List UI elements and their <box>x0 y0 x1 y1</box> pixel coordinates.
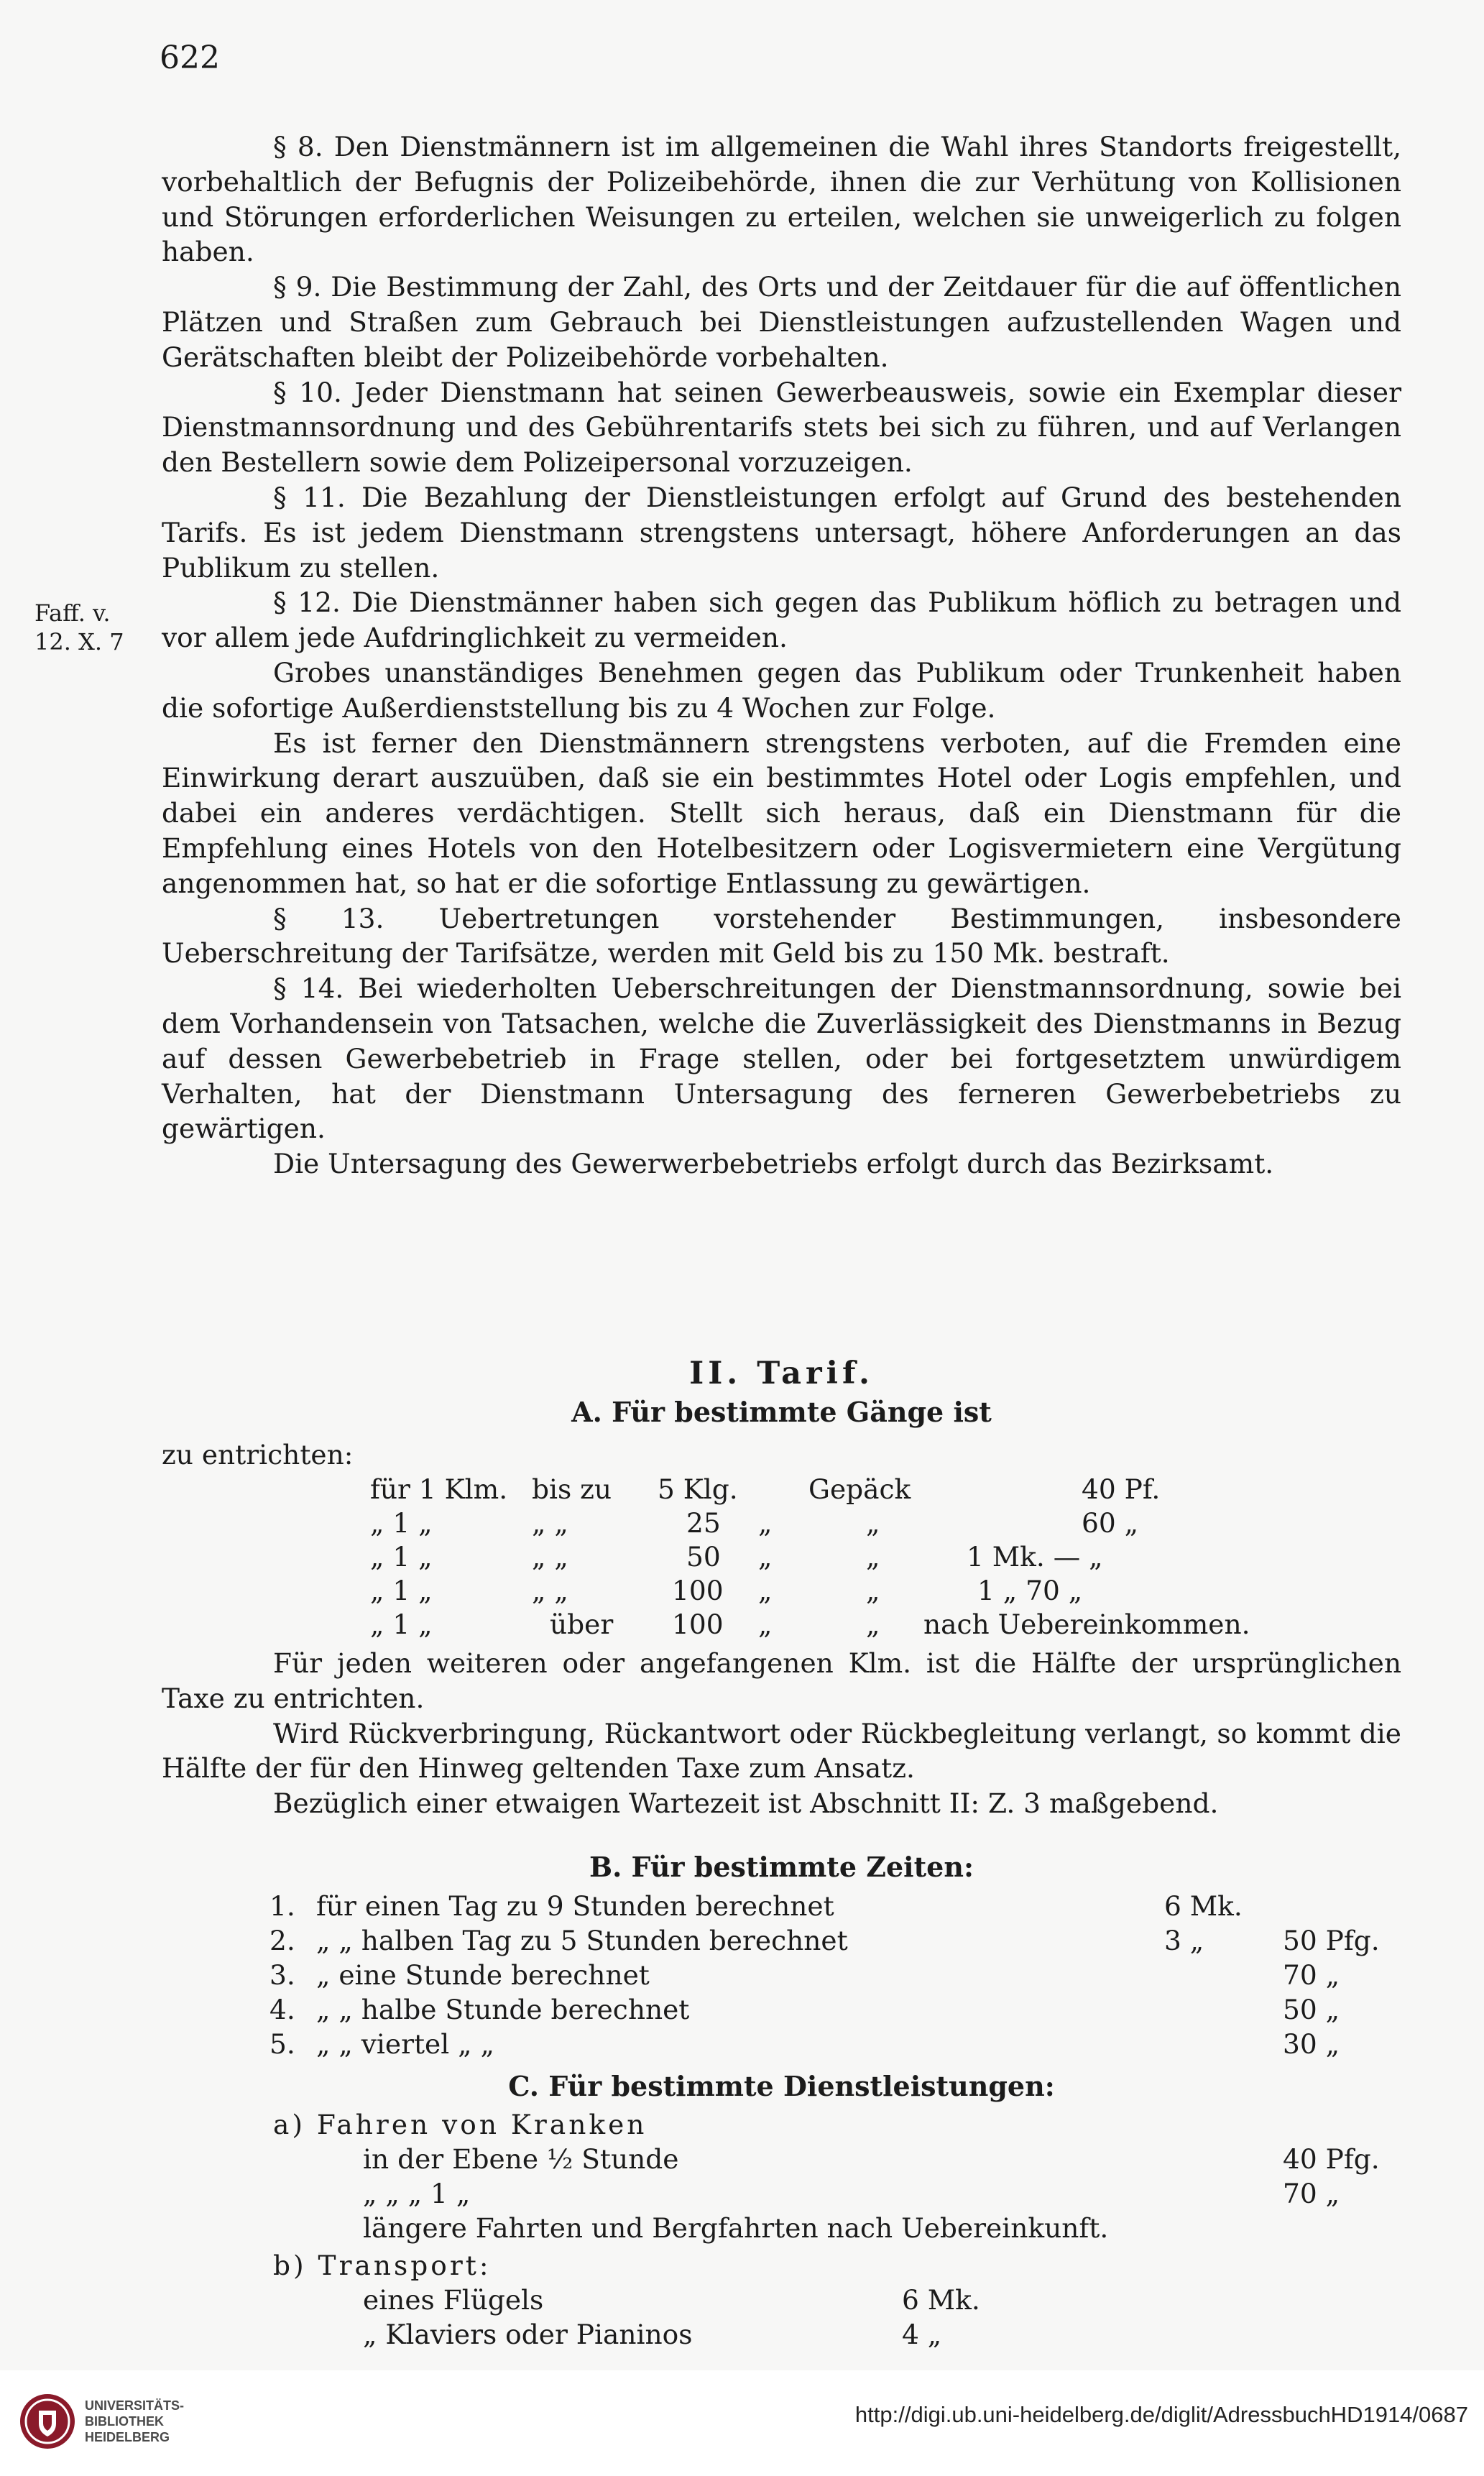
library-name: UNIVERSITÄTS- BIBLIOTHEK HEIDELBERG <box>85 2398 185 2444</box>
section-b-heading: B. Für bestimmte Zeiten: <box>589 1851 974 1883</box>
note-paragraph: Wird Rückverbringung, Rückantwort oder Rückbegleitung verlangt, so kommt die Hälfte der für den Hinweg geltenden Taxe zum Ansatz. <box>162 1717 1401 1785</box>
section-c-b-label: b) Transport: <box>273 2250 492 2281</box>
paragraph-8: § 8. Den Dienstmännern ist im allgemeinen die Wahl ihres Standorts freigestellt, vorbehaltlich der Befugnis der Polizeibehörde, ihnen die zur Verhütung von Kollisionen und Störungen erforderlichen Weisungen zu erteilen, welchen sie unweigerlich zu folgen haben. <box>162 131 1401 268</box>
tarif-heading: II. Tarif. <box>689 1356 874 1391</box>
section-a-lead: zu entrichten: <box>162 1439 354 1471</box>
paragraph-12: § 12. Die Dienstmänner haben sich gegen das Publikum höflich zu betragen und vor allem jede Aufdringlichkeit zu vermeiden. <box>162 586 1401 654</box>
paragraph-11: § 11. Die Bezahlung der Dienstleistungen erfolgt auf Grund des bestehenden Tarifs. Es ist jedem Dienstmann strengstens untersagt, höhere Anforderungen an das Publikum zu stellen. <box>162 481 1401 584</box>
section-c-a-label: a) Fahren von Kranken <box>273 2109 647 2140</box>
section-a-heading: A. Für bestimmte Gänge ist <box>571 1396 992 1428</box>
note-paragraph: Bezüglich einer etwaigen Wartezeit ist Abschnitt II: Z. 3 maßgebend. <box>273 1787 1219 1820</box>
section-a-notes <box>162 1646 1401 1821</box>
footer-bar <box>0 2370 1484 2476</box>
paragraph-12-conduct: Grobes unanständiges Benehmen gegen das Publikum oder Trunkenheit haben die sofortige Außerdienststellung bis zu 4 Wochen zur Folge. <box>162 656 1401 724</box>
margin-note <box>34 599 124 656</box>
paragraph-14-authority: Die Untersagung des Gewerwerbebetriebs erfolgt durch das Bezirksamt. <box>273 1148 1274 1180</box>
paragraph-9: § 9. Die Bestimmung der Zahl, des Orts und der Zeitdauer für die auf öffentlichen Plätzen und Straßen zum Gebrauch bei Dienstleistungen aufzustellenden Wagen und Gerätschaften bleibt der Polizeibehörde vorbehalten. <box>162 271 1401 373</box>
paragraph-10: § 10. Jeder Dienstmann hat seinen Gewerbeausweis, sowie ein Exemplar dieser Dienstmannsordnung und des Gebührentarifs stets bei sich zu führen, und auf Verlangen den Bestellern sowie dem Polizeipersonal vorzuzeigen. <box>162 376 1401 479</box>
paragraph-14: § 14. Bei wiederholten Ueberschreitungen der Dienstmannsordnung, sowie bei dem Vorhandensein von Tatsachen, welche die Zuverlässigkeit des Dienstmanns in Bezug auf dessen Gewerbebetrieb in Frage stellen, oder bei fortgesetztem unwürdigem Verhalten, hat der Dienstmann Untersagung des ferneren Gewerbebetriebs zu gewärtigen. <box>162 972 1401 1145</box>
paragraph-13: § 13. Uebertretungen vorstehender Bestimmungen, insbesondere Ueberschreitung der Tarifsätze, werden mit Geld bis zu 150 Mk. bestraft. <box>162 902 1401 970</box>
source-url-link[interactable]: http://digi.ub.uni-heidelberg.de/diglit/AdressbuchHD1914/0687 <box>854 2402 1468 2427</box>
paragraph-12-hotels: Es ist ferner den Dienstmännern strengstens verboten, auf die Fremden eine Einwirkung derart auszuüben, daß sie ein bestimmtes Hotel oder Logis empfehlen, und dabei ein anderes verdächtigen. Stellt sich heraus, daß ein Dienstmann für die Empfehlung eines Hotels von den Hotelbesitzern oder Logisvermietern eine Vergütung angenommen hat, so hat er die sofortige Entlassung zu gewärtigen. <box>162 727 1401 899</box>
page-number: 622 <box>160 40 220 76</box>
section-c-heading: C. Für bestimmte Dienstleistungen: <box>508 2070 1055 2102</box>
margin-note-line: Faff. v. <box>34 599 111 627</box>
university-seal-icon <box>18 2392 77 2451</box>
text-body: § 8. Den Dienstmännern ist im allgemeinen die Wahl ihres Standorts freigestellt, vorbehaltlich der Befugnis der Polizeibehörde, ihnen die zur Verhütung von Kollisionen und Störungen erforderlichen Weisungen zu erteilen, welchen sie unweigerlich zu folgen haben. § 9. Die Bestimmung der Zahl, des Orts und der Zeitdauer für die auf öffentlichen Plätzen und Straßen zum Gebrauch bei Dienstleistungen aufzustellenden Wagen und Gerätschaften bleibt der Polizeibehörde vorbehalten. § 10. Jeder Dienstmann hat seinen Gewerbeausweis, sowie ein Exemplar dieser Dienstmannsordnung und des Gebührentarifs stets bei sich zu führen, und auf Verlangen den Bestellern sowie dem Polizeipersonal vorzuzeigen. § 11. Die Bezahlung der Dienstleistungen erfolgt auf Grund des bestehenden Tarifs. Es ist jedem Dienstmann strengstens untersagt, höhere Anforderungen an das Publikum zu stellen. § 12. Die Dienstmänner haben sich gegen das Publikum höflich zu betragen und vor allem jede Aufdringlichkeit zu vermeiden. Grobes unanständiges Benehmen gegen das Publikum oder Trunkenheit haben die sofortige Außerdienststellung bis zu 4 Wochen zur Folge. Es ist ferner den Dienstmännern strengstens verboten, auf die Fremden eine Einwirkung derart auszuüben, daß sie ein bestimmtes Hotel oder Logis empfehlen, und dabei ein anderes verdächtigen. Stellt sich heraus, daß ein Dienstmann für die Empfehlung eines Hotels von den Hotelbesitzern oder Logisvermietern eine Vergütung angenommen hat, so hat er die sofortige Entlassung zu gewärtigen. § 13. Uebertretungen vorstehender Bestimmungen, insbesondere Ueberschreitung der Tarifsätze, werden mit Geld bis zu 150 Mk. bestraft. § 14. Bei wiederholten Ueberschreitungen der Dienstmannsordnung, sowie bei dem Vorhandensein von Tatsachen, welche die Zuverlässigkeit des Dienstmanns in Bezug auf dessen Gewerbebetrieb in Frage stellen, oder bei fortgesetztem unwürdigem Verhalten, hat der Dienstmann Untersagung des ferneren Gewerbebetriebs zu gewärtigen. Die Untersagung des Gewerwerbebetriebs erfolgt durch das Bezirksamt. II. Tarif. A. Für bestimmte Gänge ist zu entrichten: für 1 Klm. bis zu 5 Klg. Gepäck 40 Pf. „ 1 „ „ „ 25 „ „ 60 „ „ 1 „ „ „ 50 „ „ 1 Mk. — „ „ 1 „ „ „ 100 „ „ 1 „ 70 „ „ 1 „ über 100 „ „ nach Uebereinkommen. Für jeden weiteren oder angefangenen Klm. ist die Hälfte der ursprünglichen Taxe zu entrichten. Wird Rückverbringung, Rückantwort oder Rückbegleitung verlangt, so kommt die Hälfte der für den Hinweg geltenden Taxe zum Ansatz. Bezüglich einer etwaigen Wartezeit ist Abschnitt II: Z. 3 maßgebend. B. Für bestimmte Zeiten: 1. für einen Tag zu 9 Stunden berechnet 6 Mk. 2. „ „ halben Tag zu 5 Stunden berechnet 3 „ 50 Pfg. 3. „ eine Stunde berechnet 70 „ 4. „ „ halbe Stunde berechnet 50 „ 5. „ „ viertel „ „ 30 „ C. Für bestimmte Dienstleistungen: a) Fahren von Kranken in der Ebene ½ Stunde 40 Pfg. „ „ „ 1 „ 70 „ längere Fahrten und Bergfahrten nach Uebereinkunft. b) Transport: eines Flügels 6 Mk. „ Klaviers oder Pianinos 4 „ <box>162 131 1401 2350</box>
margin-note-line: 12. X. 7 <box>34 628 124 655</box>
note-paragraph: Für jeden weiteren oder angefangenen Klm. ist die Hälfte der ursprünglichen Taxe zu entrichten. <box>162 1647 1401 1714</box>
